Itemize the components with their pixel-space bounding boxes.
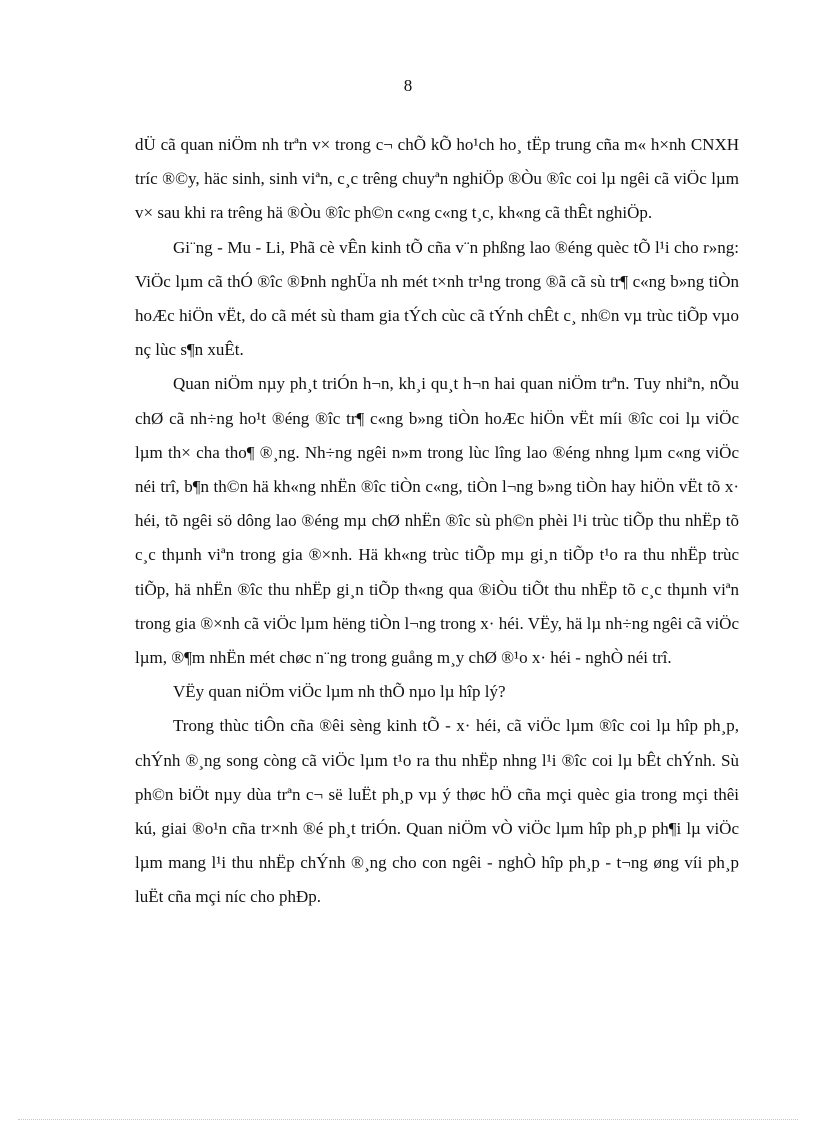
page-number: 8: [403, 76, 413, 95]
paragraph-definition-ilo: Gi¨ng - Mu - Li, Phã cè vÊn kinh tÕ cña v¨n phßng lao ®éng quèc tÕ l¹i cho r»ng: ViÖc lµm cã thÓ ®îc ®Þnh nghÜa nh mét t×nh tr¹ng trong ®ã cã sù tr¶ c«ng b»ng tiÒn hoÆc hiÖn vËt, do cã mét sù tham gia tÝch cùc cã tÝnh chÊt c¸ nh©n vµ trùc tiÕp vµo nç lùc s¶n xuÊt.: [135, 237, 739, 360]
document-body: [135, 128, 739, 915]
paragraph-analysis: Quan niÖm nµy ph¸t triÓn h¬n, kh¸i qu¸t h¬n hai quan niÖm trªn. Tuy nhiªn, nÕu chØ cã nh÷ng ho¹t ®éng ®îc tr¶ c«ng b»ng tiÒn hoÆc hiÖn vËt míi ®îc coi lµ viÖc lµm th× cha tho¶ ®¸ng. Nh÷ng ngêi n»m trong lùc lîng lao ®éng nhng lµm c«ng viÖc néi trî, b¶n th©n hä kh«ng nhËn ®îc tiÒn c«ng, tiÒn l¬ng b»ng tiÒn hay hiÖn vËt tõ x· héi, tõ ngêi sö dông lao ®éng mµ chØ nhËn ®îc sù ph©n phèi l¹i trùc tiÕp thu nhËp tõ c¸c thµnh viªn trong gia ®×nh. Hä kh«ng trùc tiÕp mµ gi¸n tiÕp t¹o ra thu nhËp trùc tiÕp, hä nhËn ®îc thu nhËp gi¸n tiÕp th«ng qua ®iÒu tiÕt thu nhËp tõ c¸c thµnh viªn trong gia ®×nh cã viÖc lµm hëng tiÒn l¬ng trong x· héi. VËy, hä lµ nh÷ng ngêi cã viÖc lµm, ®¶m nhËn mét chøc n¨ng trong guång m¸y chØ ®¹o x· héi - nghÒ néi trî.: [135, 374, 739, 668]
paragraph-question: VËy quan niÖm viÖc lµm nh thÕ nµo lµ hîp lý?: [173, 682, 506, 702]
paragraph-continuation: dÜ cã quan niÖm nh trªn v× trong c¬ chÕ kÕ ho¹ch ho¸ tËp trung cña m« h×nh CNXH tríc ®©y, häc sinh, sinh viªn, c¸c trêng chuyªn nghiÖp ®Òu ®îc coi lµ ngêi cã viÖc lµm v× sau khi ra trêng hä ®Òu ®îc ph©n c«ng c«ng t¸c, kh«ng cã thÊt nghiÖp.: [135, 135, 739, 223]
paragraph-legal-employment: Trong thùc tiÔn cña ®êi sèng kinh tÕ - x· héi, cã viÖc lµm ®îc coi lµ hîp ph¸p, chÝnh ®¸ng song còng cã viÖc lµm t¹o ra thu nhËp nhng l¹i ®îc coi lµ bÊt chÝnh. Sù ph©n biÖt nµy dùa trªn c¬ së luËt ph¸p vµ ý thøc hÖ cña mçi quèc gia trong mçi thêi kú, giai ®o¹n cña tr×nh ®é ph¸t triÓn. Quan niÖm vÒ viÖc lµm hîp ph¸p ph¶i lµ viÖc lµm mang l¹i thu nhËp chÝnh ®¸ng cho con ngêi - nghÒ hîp ph¸p - t¬ng øng víi ph¸p luËt cña mçi níc cho phÐp.: [135, 716, 739, 907]
page-bottom-divider: [18, 1119, 798, 1120]
